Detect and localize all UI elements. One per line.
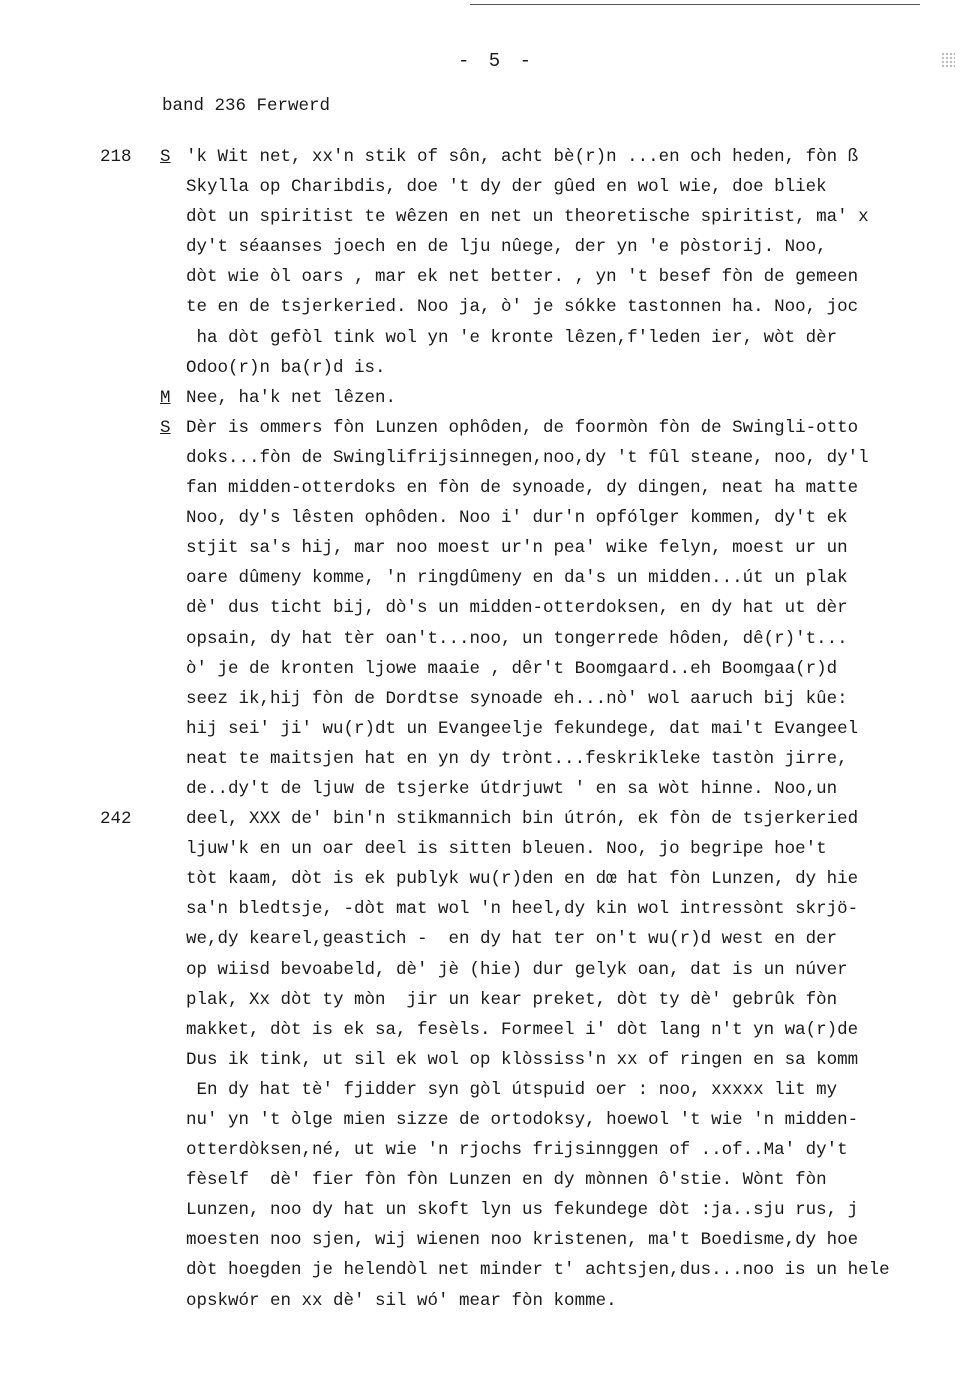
transcript-line: [100, 413, 973, 443]
transcript-line: [100, 1195, 973, 1225]
line-text: Skylla op Charibdis, doe 't dy der gûed en wol wie, doe bliek: [186, 177, 827, 198]
transcript-line: [100, 864, 973, 894]
transcript-body: [100, 142, 973, 1316]
transcript-line: [100, 172, 973, 202]
line-text: op wiisd bevoabeld, dè' jè (hie) dur gelyk oan, dat is un núver: [186, 959, 848, 980]
transcript-line: [100, 1165, 973, 1195]
line-text: Dèr is ommers fòn Lunzen ophôden, de foormòn fòn de Swingli-otto: [186, 417, 859, 438]
speaker-label: M: [160, 387, 171, 408]
transcript-line: [100, 292, 973, 322]
transcript-line: [100, 1045, 973, 1075]
line-text: Noo, dy's lêsten ophôden. Noo i' dur'n opfólger kommen, dy't ek: [186, 508, 848, 529]
line-text: Odoo(r)n ba(r)d is.: [186, 357, 386, 378]
transcript-line: [100, 1225, 973, 1255]
transcript-line: [100, 473, 973, 503]
transcript-line: [100, 714, 973, 744]
line-text: we,dy kearel,geastich - en dy hat ter on't wu(r)d west en der: [186, 929, 838, 950]
transcript-line: [100, 563, 973, 593]
transcript-line: [100, 323, 973, 353]
transcript-line: [100, 624, 973, 654]
transcript-line: [100, 1075, 973, 1105]
line-text: otterdòksen,né, ut wie 'n rjochs frijsinnggen of ..of..Ma' dy't: [186, 1140, 848, 1161]
line-text: fèself dè' fier fòn fòn Lunzen en dy mònnen ô'stie. Wònt fòn: [186, 1170, 827, 1191]
line-number: 218: [100, 147, 132, 167]
line-text: seez ik,hij fòn de Dordtse synoade eh...nò' wol aaruch bij kûe:: [186, 688, 848, 709]
speaker-label: S: [160, 147, 171, 167]
line-text: dy't séaanses joech en de lju nûege, der yn 'e pòstorij. Noo,: [186, 237, 827, 258]
line-text: 'k Wit net, xx'n stik of sôn, acht bè(r)n ...en och heden, fòn ß: [186, 147, 859, 167]
line-text: moesten noo sjen, wij wienen noo kristenen, ma't Boedisme,dy hoe: [186, 1230, 859, 1251]
transcript-line: [100, 202, 973, 232]
transcript-line: [100, 924, 973, 954]
transcript-line: [100, 955, 973, 985]
line-text: de..dy't de ljuw de tsjerke útdrjuwt ' en sa wòt hinne. Noo,un: [186, 778, 838, 799]
document-header: band 236 Ferwerd: [162, 96, 331, 116]
line-text: En dy hat tè' fjidder syn gòl útspuid oer : noo, xxxxx lit my: [186, 1079, 838, 1100]
transcript-line: [100, 894, 973, 924]
transcript-line: [100, 533, 973, 563]
transcript-line: [100, 1105, 973, 1135]
line-text: ha dòt gefòl tink wol yn 'e kronte lêzen,f'leden ier, wòt dèr: [186, 327, 838, 348]
transcript-line: [100, 232, 973, 262]
line-text: Lunzen, noo dy hat un skoft lyn us fekundege dòt :ja..sju rus, j: [186, 1200, 859, 1221]
line-text: te en de tsjerkeried. Noo ja, ò' je sókke tastonnen ha. Noo, joc: [186, 297, 859, 318]
transcript-line: [100, 1286, 973, 1316]
line-text: dòt hoegden je helendòl net minder t' achtsjen,dus...noo is un hele: [186, 1260, 890, 1281]
line-text: dè' dus ticht bij, dò's un midden-otterdoksen, en dy hat ut dèr: [186, 598, 848, 619]
line-text: ò' je de kronten ljowe maaie , dêr't Boomgaard..eh Boomgaa(r)d: [186, 658, 838, 679]
transcript-line: [100, 744, 973, 774]
line-text: opskwór en xx dè' sil wó' mear fòn komme.: [186, 1290, 617, 1311]
transcript-line: [100, 1255, 973, 1285]
line-text: oare dûmeny komme, 'n ringdûmeny en da's un midden...út un plak: [186, 568, 848, 589]
transcript-line: [100, 1135, 973, 1165]
line-text: sa'n bledtsje, -dòt mat wol 'n heel,dy kin wol intressònt skrjö-: [186, 899, 859, 920]
line-text: dòt wie òl oars , mar ek net better. , yn 't besef fòn de gemeen: [186, 267, 859, 288]
transcript-line: [100, 774, 973, 804]
line-text: hij sei' ji' wu(r)dt un Evangeelje fekundege, dat mai't Evangeel: [186, 718, 859, 739]
transcript-line: [100, 804, 973, 834]
transcript-line: [100, 593, 973, 623]
line-text: dòt un spiritist te wêzen en net un theoretische spiritist, ma' x: [186, 207, 869, 228]
scan-speck: [941, 52, 955, 68]
transcript-line: [100, 383, 973, 413]
transcript-line: [100, 834, 973, 864]
line-text: makket, dòt is ek sa, fesèls. Formeel i' dòt lang n't yn wa(r)de: [186, 1019, 859, 1040]
transcript-line: [100, 684, 973, 714]
top-rule: [470, 4, 920, 5]
transcript-line: [100, 443, 973, 473]
line-text: fan midden-otterdoks en fòn de synoade, dy dingen, neat ha matte: [186, 478, 859, 499]
transcript-line: [100, 262, 973, 292]
line-text: Dus ik tink, ut sil ek wol op klòssiss'n xx of ringen en sa komm: [186, 1049, 859, 1070]
line-text: stjit sa's hij, mar noo moest ur'n pea' wike felyn, moest ur un: [186, 538, 848, 559]
page-number: - 5 -: [458, 50, 536, 72]
line-text: plak, Xx dòt ty mòn jir un kear preket, dòt ty dè' gebrûk fòn: [186, 989, 838, 1010]
line-number: 242: [100, 809, 132, 830]
line-text: doks...fòn de Swinglifrijsinnegen,noo,dy 't fûl steane, noo, dy'l: [186, 447, 869, 468]
transcript-line: [100, 503, 973, 533]
transcript-line: [100, 985, 973, 1015]
transcript-line: [100, 654, 973, 684]
line-text: Nee, ha'k net lêzen.: [186, 387, 397, 408]
transcript-line: [100, 1015, 973, 1045]
transcript-line: [100, 353, 973, 383]
line-text: nu' yn 't òlge mien sizze de ortodoksy, hoewol 't wie 'n midden-: [186, 1110, 859, 1130]
transcript-line: [100, 142, 973, 172]
line-text: ljuw'k en un oar deel is sitten bleuen. Noo, jo begripe hoe't: [186, 839, 827, 860]
line-text: deel, XXX de' bin'n stikmannich bin útrón, ek fòn de tsjerkeried: [186, 809, 859, 830]
line-text: tòt kaam, dòt is ek publyk wu(r)den en dœ hat fòn Lunzen, dy hie: [186, 869, 859, 890]
line-text: opsain, dy hat tèr oan't...noo, un tongerrede hôden, dê(r)'t...: [186, 628, 848, 649]
line-text: neat te maitsjen hat en yn dy trònt...feskrikleke tastòn jirre,: [186, 748, 848, 769]
speaker-label: S: [160, 417, 171, 438]
